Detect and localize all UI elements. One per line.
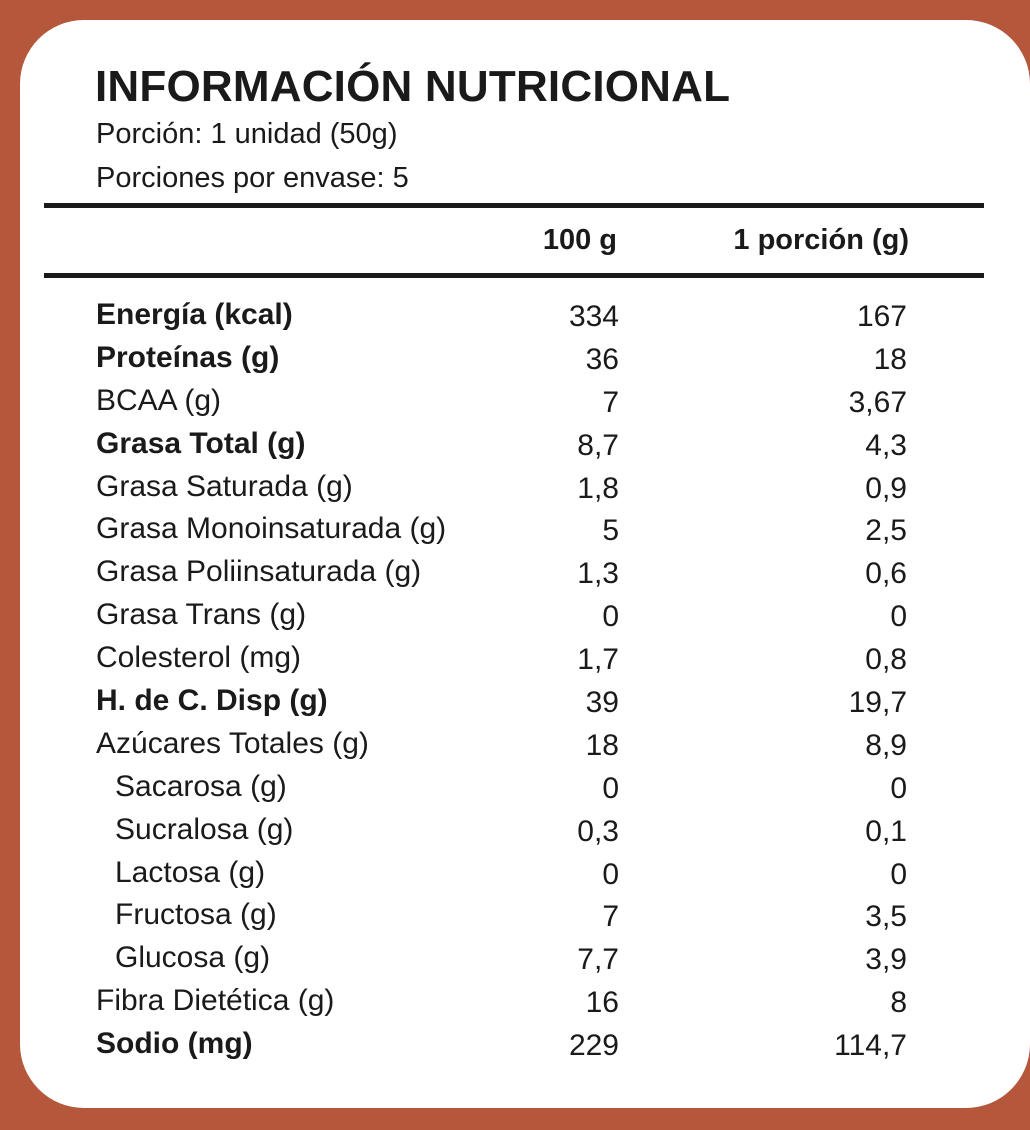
nutrient-value-per-100g: 36 — [585, 342, 619, 376]
nutrient-label: Azúcares Totales (g) — [96, 726, 369, 760]
nutrient-row — [20, 682, 1030, 725]
nutrient-value-per-serving: 2,5 — [865, 514, 907, 548]
header-divider-bottom — [44, 273, 984, 278]
nutrient-value-per-serving: 18 — [873, 342, 907, 376]
nutrient-value-per-serving: 8,9 — [865, 728, 907, 762]
nutrient-row — [20, 339, 1030, 382]
nutrient-row — [20, 553, 1030, 596]
nutrient-label: Sucralosa (g) — [115, 812, 294, 846]
nutrient-row — [20, 510, 1030, 553]
servings-per-container-text: Porciones por envase: 5 — [96, 162, 409, 194]
nutrient-value-per-100g: 16 — [585, 986, 619, 1020]
nutrient-row — [20, 296, 1030, 339]
column-header-per-100g: 100 g — [542, 224, 617, 256]
nutrient-row — [20, 639, 1030, 682]
nutrient-label: Colesterol (mg) — [96, 641, 302, 675]
nutrient-value-per-100g: 334 — [568, 300, 619, 333]
serving-size-text: Porción: 1 unidad (50g) — [96, 118, 398, 150]
nutrient-row — [20, 425, 1030, 468]
nutrient-label: Grasa Saturada (g) — [96, 469, 353, 503]
nutrient-value-per-100g: 0 — [602, 600, 619, 634]
nutrient-row — [20, 1025, 1030, 1068]
nutrient-label: Grasa Poliinsaturada (g) — [96, 555, 422, 589]
nutrient-value-per-100g: 8,7 — [577, 428, 619, 462]
nutrient-label: Grasa Monoinsaturada (g) — [96, 512, 447, 546]
header-divider-top — [44, 203, 984, 208]
nutrient-row — [20, 596, 1030, 639]
nutrient-value-per-100g: 39 — [585, 686, 619, 720]
nutrient-value-per-serving: 0,1 — [865, 814, 907, 848]
nutrient-label: H. de C. Disp (g) — [96, 684, 328, 718]
nutrient-label: Sacarosa (g) — [115, 769, 287, 803]
nutrition-facts-card — [20, 20, 1030, 1108]
nutrient-value-per-serving: 3,9 — [865, 943, 907, 977]
nutrient-value-per-100g: 229 — [568, 1029, 619, 1063]
nutrient-value-per-serving: 0 — [890, 857, 907, 891]
nutrient-label: Lactosa (g) — [115, 855, 266, 889]
nutrient-label: Fructosa (g) — [115, 898, 277, 932]
nutrient-label: Grasa Total (g) — [96, 426, 306, 460]
nutrient-value-per-serving: 4,3 — [865, 428, 907, 462]
nutrient-label: Energía (kcal) — [96, 298, 293, 331]
nutrient-label: Fibra Dietética (g) — [96, 984, 335, 1018]
nutrient-value-per-serving: 167 — [856, 300, 907, 333]
nutrient-row — [20, 811, 1030, 854]
nutrient-row — [20, 854, 1030, 897]
nutrient-row — [20, 939, 1030, 982]
nutrient-label: Grasa Trans (g) — [96, 598, 307, 632]
nutrient-label: Sodio (mg) — [96, 1027, 253, 1061]
nutrient-row — [20, 982, 1030, 1025]
nutrient-value-per-serving: 0,6 — [865, 557, 907, 591]
nutrient-row — [20, 896, 1030, 939]
nutrient-value-per-100g: 18 — [585, 728, 619, 762]
nutrient-row — [20, 725, 1030, 768]
nutrient-row — [20, 768, 1030, 811]
nutrient-label: BCAA (g) — [96, 383, 222, 417]
nutrient-value-per-serving: 19,7 — [848, 686, 907, 720]
nutrient-value-per-serving: 0,8 — [865, 643, 907, 677]
nutrition-title: INFORMACIÓN NUTRICIONAL — [95, 62, 731, 111]
nutrient-value-per-100g: 0,3 — [577, 814, 619, 848]
nutrient-label: Glucosa (g) — [115, 941, 271, 975]
nutrient-label: Proteínas (g) — [96, 340, 280, 374]
nutrient-value-per-100g: 5 — [602, 514, 619, 548]
nutrient-value-per-100g: 1,7 — [577, 643, 619, 677]
nutrient-row — [20, 468, 1030, 511]
nutrient-value-per-100g: 7 — [602, 900, 619, 934]
nutrient-value-per-100g: 7 — [602, 385, 619, 419]
nutrient-value-per-serving: 8 — [890, 986, 907, 1020]
nutrient-value-per-serving: 3,67 — [848, 385, 907, 419]
nutrient-value-per-100g: 1,8 — [577, 471, 619, 505]
nutrient-value-per-100g: 1,3 — [577, 557, 619, 591]
nutrient-value-per-100g: 0 — [602, 857, 619, 891]
nutrient-value-per-serving: 0 — [890, 771, 907, 805]
nutrient-row — [20, 382, 1030, 425]
nutrient-value-per-100g: 7,7 — [577, 943, 619, 977]
nutrient-value-per-serving: 114,7 — [834, 1029, 907, 1063]
nutrient-value-per-serving: 0,9 — [865, 471, 907, 505]
nutrient-table — [20, 296, 1030, 1068]
nutrient-value-per-serving: 3,5 — [865, 900, 907, 934]
nutrient-value-per-serving: 0 — [890, 600, 907, 634]
column-header-per-serving: 1 porción (g) — [733, 224, 909, 256]
nutrient-value-per-100g: 0 — [602, 771, 619, 805]
